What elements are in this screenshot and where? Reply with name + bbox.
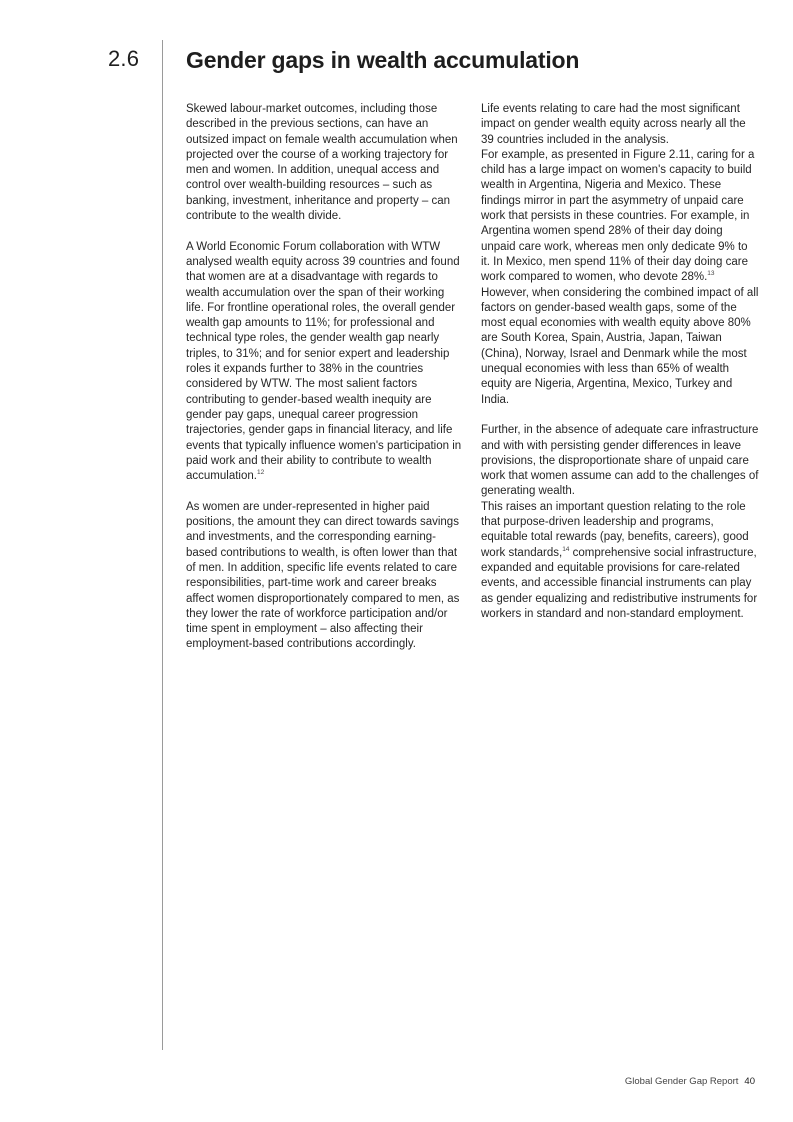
paragraph-text: As women are under-represented in higher paid positions, the amount they can direct towards savings and investments, and the corresponding earning-based contributions to wealth, is often lower than that of men. In addition, specific life events related to care responsibilities, part-time work and career breaks affect women disproportionately compared to men, as they lower the rate of workforce participation and/or time spent in employment – also affecting their employment-based contributions accordingly. — [186, 500, 460, 651]
paragraph-text: comprehensive social infrastructure, expanded and equitable provisions for care-related events, and accessible financial instruments can play as gender equalizing and redistributive instruments for workers in standard and non-standard employment. — [481, 546, 758, 620]
footnote-ref: 14 — [562, 545, 570, 553]
paragraph-text: Skewed labour-market outcomes, including those described in the previous sections, can have an outsized impact on female wealth accumulation when projected over the course of a working trajectory for men and women. In addition, unequal access and control over wealth-building resources – such as banking, investment, inheritance and property – can contribute to the wealth divide. — [186, 103, 458, 223]
left-column — [186, 102, 464, 668]
paragraph-text: However, when considering the combined impact of all factors on gender-based wealth gaps, some of the most equal economies with wealth equity above 80% are South Korea, Spain, Austria, Japan, Taiwan (China), Norway, Israel and Denmark while the most unequal economies with less than 65% of wealth equity are Nigeria, Argentina, Mexico, Turkey and India. — [481, 286, 759, 406]
paragraph-text: Life events relating to care had the most significant impact on gender wealth equity across nearly all the 39 countries included in the analysis. — [481, 103, 746, 146]
paragraph-text: Further, in the absence of adequate care infrastructure and with with persisting gender differences in leave provisions, the disproportionate share of unpaid care work that women assume can add to the challenges of generating wealth. — [481, 424, 759, 498]
paragraph-text: For example, as presented in Figure 2.11, caring for a child has a large impact on women's capacity to build wealth in Argentina, Nigeria and Mexico. These findings mirror in part the asymmetry of unpaid care work that persists in these countries. For example, in Argentina women spend 28% of their day doing unpaid care work, whereas men only dedicate 9% to it. In Mexico, men spend 11% of their day doing care work compared to women, who devote 28%. — [481, 148, 755, 284]
paragraph-text: This raises an important question relating to the role that purpose-driven leadership and programs, equitable total rewards (pay, benefits, careers), good work standards, — [481, 500, 749, 559]
paragraph — [186, 102, 464, 224]
paragraph — [186, 500, 464, 653]
right-column — [481, 102, 759, 637]
section-number: 2.6 — [108, 46, 140, 71]
paragraph — [481, 423, 759, 622]
page-title: Gender gaps in wealth accumulation — [186, 47, 580, 73]
vertical-divider — [162, 40, 163, 1050]
page-footer — [625, 1076, 755, 1087]
report-name: Global Gender Gap Report — [624, 1076, 739, 1087]
page-number: 40 — [744, 1076, 755, 1087]
paragraph — [481, 102, 759, 408]
paragraph-text: A World Economic Forum collaboration with WTW analysed wealth equity across 39 countries and found that women are at a disadvantage with regards to wealth accumulation over the span of their working life. For frontline operational roles, the overall gender wealth gap amounts to 11%; for professional and technical type roles, the gender wealth gap nearly triples, to 31%; and for senior expert and leadership roles it expands further to 38% in the countries considered by WTW. The most salient factors contributing to gender-based wealth inequity are gender pay gaps, unequal career progression trajectories, gender gaps in financial literacy, and life events that typically influence women's participation in paid work and their ability to contribute to wealth accumulation. — [186, 240, 462, 483]
paragraph — [186, 240, 464, 485]
footnote-ref: 13 — [707, 270, 715, 278]
footnote-ref: 12 — [256, 469, 265, 477]
